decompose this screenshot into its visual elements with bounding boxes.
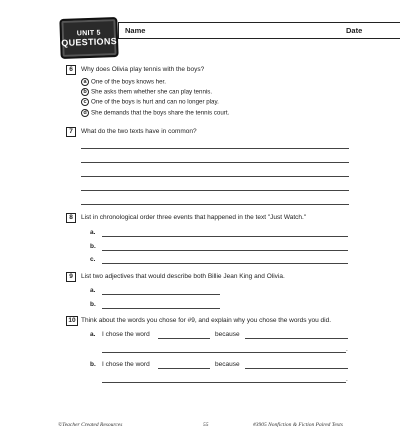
option-a[interactable] (81, 78, 166, 87)
question-number: 6 (66, 65, 76, 75)
word-blank[interactable] (158, 338, 210, 339)
answer-line-c[interactable] (102, 263, 348, 264)
option-text: One of the boys is hurt and can no longer play. (91, 98, 219, 106)
question-text: Why does Olivia play tennis with the boys? (81, 66, 205, 73)
answer-label-a: a. (90, 287, 96, 294)
answer-line-b[interactable] (102, 250, 348, 251)
option-letter: b (81, 88, 89, 96)
option-letter: a (81, 78, 89, 86)
answer-label-b: b. (90, 301, 96, 308)
answer-label-a: a. (90, 331, 96, 338)
badge-unit: UNIT 5 (76, 29, 101, 38)
date-label: Date (346, 26, 363, 35)
answer-label-c: c. (90, 256, 96, 263)
option-b[interactable] (81, 88, 212, 97)
because-text: because (215, 331, 240, 338)
answer-label-a: a. (90, 229, 96, 236)
name-date-bar (118, 22, 400, 39)
footer-title: #3905 Nonfiction & Fiction Paired Texts (253, 422, 343, 428)
option-letter: d (81, 109, 89, 117)
question-text: List in chronological order three events that happened in the text "Just Watch." (81, 214, 307, 221)
answer-line-a[interactable] (102, 236, 348, 237)
answer-line[interactable] (81, 190, 349, 191)
option-c[interactable] (81, 98, 219, 107)
reason-line[interactable] (102, 382, 346, 383)
answer-line-b[interactable] (102, 308, 220, 309)
answer-line[interactable] (81, 204, 349, 205)
footer-copyright: ©Teacher Created Resources (58, 422, 123, 428)
badge-questions: QUESTIONS (61, 36, 118, 48)
answer-line[interactable] (81, 148, 349, 149)
answer-label-b: b. (90, 361, 96, 368)
question-number: 8 (66, 213, 76, 223)
reason-blank[interactable] (245, 368, 348, 369)
question-text: Think about the words you chose for #9, and explain why you chose the words you did. (81, 317, 332, 324)
name-label: Name (125, 26, 146, 35)
option-d[interactable] (81, 109, 229, 118)
question-number: 7 (66, 127, 76, 137)
answer-line-a[interactable] (102, 294, 220, 295)
question-text: List two adjectives that would describe both Billie Jean King and Olivia. (81, 273, 285, 280)
period: . (346, 376, 348, 383)
reason-line[interactable] (102, 352, 346, 353)
question-number: 9 (66, 272, 76, 282)
unit-badge (59, 17, 118, 59)
question-text: What do the two texts have in common? (81, 128, 197, 135)
worksheet-header (60, 18, 363, 58)
question-number: 10 (66, 316, 78, 326)
answer-line[interactable] (81, 176, 349, 177)
word-blank[interactable] (158, 368, 210, 369)
option-letter: c (81, 98, 89, 106)
chose-word-text: I chose the word (102, 361, 150, 368)
option-text: One of the boys knows her. (91, 78, 166, 86)
answer-line[interactable] (81, 162, 349, 163)
option-text: She demands that the boys share the tennis court. (91, 109, 230, 117)
answer-label-b: b. (90, 243, 96, 250)
because-text: because (215, 361, 240, 368)
reason-blank[interactable] (245, 338, 348, 339)
option-text: She asks them whether she can play tennis. (91, 88, 213, 96)
chose-word-text: I chose the word (102, 331, 150, 338)
footer-page-number: 55 (203, 422, 209, 428)
period: . (346, 346, 348, 353)
